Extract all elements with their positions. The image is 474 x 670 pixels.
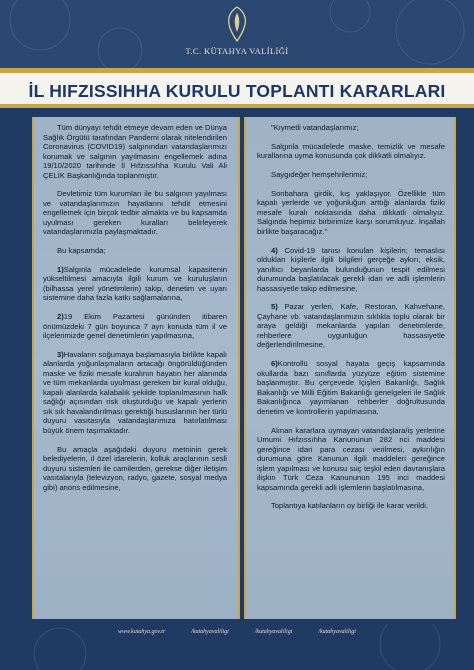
item-number: 5): [271, 302, 278, 312]
paragraph-text: Pazar yerleri, Kafe, Restoran, Kahvehane, Çayhane vb. vatandaşlarımızın sıklıkla toplu olarak bir araya geldiği mekanlarda yapılan denetimlerde, rehberlere uygunluğun hassasiyetle değerlendirilmesine,: [257, 302, 445, 350]
paragraph: [257, 123, 445, 133]
item-number: 1): [57, 264, 64, 274]
paragraph-text: 19 Ekim Pazartesi gününden itibaren önümüzdeki 7 gün boyunca 7 ayrı konuda tüm il ve ilçelerimizde genel denetimlerin yapılmasına,: [43, 312, 227, 341]
paragraph-text: Bu amaçla aşağıdaki duyuru metninin gerek belediyelerin, il özel idarelerin, kolluk araçlarının sesli duyuru sistemleri ile camilerden, gerekse diğer iletişim vasıtalarıyla (televizyon, radyo, gazete, sosyal medya gibi) anons edilmesine,: [43, 444, 227, 492]
social-link-twitter[interactable]: /kutahyavaliligi: [254, 629, 293, 635]
item-number: 2): [57, 312, 64, 322]
paragraph: [257, 170, 445, 180]
paragraph-text: "Kıymetli vatandaşlarımız;: [271, 123, 359, 132]
footer-links: [118, 627, 356, 637]
item-number: 4): [271, 245, 278, 255]
paragraph-text: Salgınla mücadelede maske, temizlik ve mesafe kurallarına uyma konusunda çok dikkatli olmalıyız.: [257, 141, 445, 161]
paragraph-text: Saygıdeğer hemşehrilerimiz;: [271, 170, 368, 180]
item-number: 6): [271, 359, 278, 369]
paragraph: [43, 265, 227, 303]
title-band: [0, 68, 474, 108]
organization-name: T.C. KÜTAHYA VALİLİĞİ: [185, 46, 289, 56]
paragraph-text: Toplantıya katılanların oy birliği ile karar verildi.: [271, 501, 429, 511]
page-title: İL HIFZISSIHHA KURULU TOPLANTI KARARLARI: [28, 81, 446, 101]
paragraph: [43, 123, 227, 180]
paragraph-text: Alınan kararlara uymayan vatandaşlara/iş yerlerine Umumi Hıfzıssıhha Kanununun 282 nci maddesi gereğince idari para cezası verilmesi, aykırılığın durumuna göre Kanunun ilgili maddeleri gereğince işlem yapılması ve konusu suç teşkil eden davranışlara ilişkin Türk Ceza Kanununun 195 inci maddesi kapsamında gerekli adli işlemlerin başlatılmasına,: [257, 425, 445, 492]
paragraph-text: Bu kapsamda;: [57, 246, 106, 256]
header: [0, 0, 474, 68]
paragraph: [257, 246, 445, 294]
paragraph-text: Sonbahara girdik, kış yaklaşıyor. Özellikle tüm kapalı yerlerde ve yoğunluğun arttığı alanlarda fiziki mesafe kuralı noktasında daha dikkatli olmalıyız. Salgında hepimiz birbirimize karşı sorumluyuz. İnşallah birlikte başaracağız.": [257, 188, 445, 236]
left-column: [32, 117, 240, 619]
paragraph: [257, 189, 445, 237]
item-number: 3): [57, 349, 64, 359]
paragraph-text: Tüm dünyayı tehdit etmeye devam eden ve Dünya Sağlık Örgütü tarafından Pandemi olarak nitelendirilen Coronavirus (COVID19) salgınından vatandaşlarımızı korumak ve salgının yayılmasını engellemek adına 19/10/2020 tarihinde İl Hıfzıssıhha Kurulu Vali Ali ÇELİK Başkanlığında toplanmıştır.: [43, 123, 227, 180]
paragraph: [257, 501, 445, 511]
right-column: [244, 117, 456, 619]
paragraph: [43, 350, 227, 436]
paragraph-text: Covid-19 tanısı konulan kişilerin; temaslısı oldukları kişilerle ilgili bilgileri gerçeğe aykırı, eksik, yanıltıcı beyanlarda bulunduğunun tespit edilmesi durumunda başlatılacak gerekli idari ve adli işlemlerin hassasiyetle takip edilmesine,: [257, 245, 445, 293]
paragraph: [257, 359, 445, 416]
paragraph-text: Salgınla mücadelede kurumsal kapasitenin yükseltilmesi amacıyla ilgili kurum ve kuruluşların (bilhassa yerel yönetimlerin) takip, denetim ve uyarı sistemine daha fazla katkı sağlamalarına,: [43, 264, 227, 303]
paragraph: [43, 189, 227, 237]
paragraph: [257, 142, 445, 161]
paragraph: [43, 246, 227, 256]
social-link-facebook[interactable]: /kutahyavaliligi: [191, 629, 229, 635]
social-link-instagram[interactable]: /kutahyavaliligi: [318, 629, 356, 635]
emblem-icon: [224, 6, 250, 42]
paragraph: [43, 445, 227, 493]
paragraph: [43, 312, 227, 341]
website-link[interactable]: www.kutahya.gov.tr: [118, 629, 166, 635]
paragraph: [257, 426, 445, 493]
paragraph: [257, 302, 445, 350]
paragraph-text: Havaların soğumaya başlamasıyla birlikte kapalı alanlarda yoğunlaşmaların artacağı öngörüldüğünden maske ve fiziki mesafe kuralının hayatın her alanında ve tüm mekanlarda uyulması gereken bir kural olduğu, kapalı alanlarda kalabalık şekilde toplanılmasının halk sağlığı açısından risk oluşturduğu ve kapalı yerlerin sık sık havalandırılması gerektiği hususlarının her türlü duyuru vasıtasıyla vatandaşlarımıza hatırlatılması büyük önem taşımaktadır.: [43, 349, 227, 435]
paragraph-text: Kontrollü sosyal hayata geçiş kapsamında okullarda bazı sınıflarda yüzyüze eğitim sistemine başlanmıştır. Bu çerçevede İçişleri Bakanlığı, Sağlık Bakanlığı ve Milli Eğitim Bakanlığı genelgeleri ile Sağlık Bakanlığınca yayımlanan rehberler doğrultusunda denetim ve kontrollerin yapılmasına,: [257, 359, 445, 416]
paragraph-text: Devletimiz tüm kurumları ile bu salgının yayılması ve vatandaşlarımızın hayatlarını tehdit etmesini engellemek için birçok tedbir almakta ve bu kapsamda uyulması gereken kuralları belirleyerek vatandaşlarımızla paylaşmaktadır.: [43, 189, 227, 237]
